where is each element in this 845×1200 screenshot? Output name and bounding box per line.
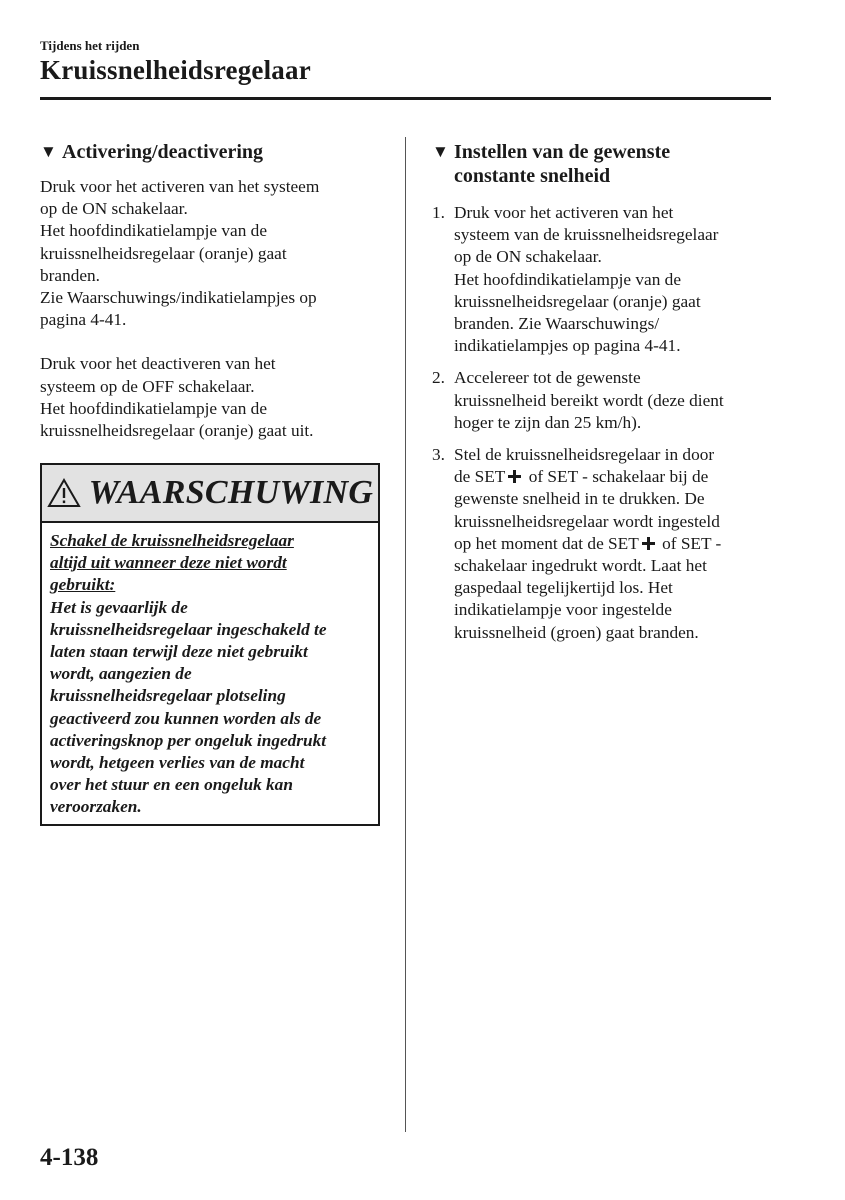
text-line: op de ON schakelaar.: [454, 247, 602, 267]
text-line: veroorzaken.: [50, 797, 142, 817]
text-line: Zie Waarschuwings/indikatielampjes op: [40, 288, 317, 308]
text-line: kruissnelheid (groen) gaat branden.: [454, 622, 699, 642]
text-line: schakelaar ingedrukt wordt. Laat het: [454, 556, 707, 576]
warning-box: [40, 463, 380, 826]
plus-icon: [642, 537, 655, 550]
step-number: 2.: [432, 368, 445, 388]
list-item: [432, 367, 777, 434]
text-line: wordt, aangezien de: [50, 664, 192, 684]
heading-text: [454, 140, 670, 188]
text-line: gewenste snelheid in te drukken. De: [454, 489, 705, 509]
text-line: kruissnelheidsregelaar wordt ingesteld: [454, 511, 720, 531]
text-line: branden. Zie Waarschuwings/: [454, 314, 660, 334]
list-item: [432, 202, 777, 357]
step-text: [454, 367, 724, 434]
text-line: de SET: [454, 467, 506, 487]
left-column: [40, 140, 385, 442]
text-line: geactiveerd zou kunnen worden als de: [50, 708, 322, 728]
paragraph-deactivate: [40, 353, 385, 442]
text-line: Druk voor het activeren van het: [454, 203, 674, 222]
text-line: Het hoofdindikatielampje van de: [40, 398, 267, 418]
text-line: Schakel de kruissnelheidsregelaar: [50, 531, 294, 550]
text-line: kruissnelheidsregelaar (oranje) gaat: [454, 291, 701, 311]
step-text: [454, 444, 721, 644]
text-line: laten staan terwijl deze niet gebruikt: [50, 642, 308, 662]
text-line: Druk voor het activeren van het systeem: [40, 177, 320, 196]
step-text: [454, 202, 718, 357]
text-line: over het stuur en een ongeluk kan: [50, 775, 293, 795]
triangle-down-icon: ▼: [40, 142, 57, 161]
text-line: of SET - schakelaar bij de: [528, 467, 709, 487]
warning-lead: [50, 531, 294, 594]
text-line: Het is gevaarlijk de: [50, 597, 188, 617]
warning-triangle-icon: [47, 478, 81, 508]
page-number: 4-138: [40, 1144, 99, 1171]
text-line: systeem op de OFF schakelaar.: [40, 376, 255, 396]
plus-icon: [508, 470, 521, 483]
text-line: Accelereer tot de gewenste: [454, 368, 641, 388]
text-line: kruissnelheid bereikt wordt (deze dient: [454, 390, 724, 410]
text-line: activeringsknop per ongeluk ingedrukt: [50, 730, 327, 750]
text-line: kruissnelheidsregelaar plotseling: [50, 686, 286, 706]
steps-list: [432, 202, 777, 644]
section-heading-activation: [40, 140, 385, 164]
text-line: indikatielampjes op pagina 4-41.: [454, 336, 681, 356]
step-number: 1.: [432, 203, 445, 222]
warning-body: [42, 523, 378, 819]
warning-header: [42, 465, 378, 523]
text-line: kruissnelheidsregelaar ingeschakeld te: [50, 619, 327, 639]
section-heading-set-speed: [432, 140, 777, 188]
text-line: systeem van de kruissnelheidsregelaar: [454, 225, 719, 245]
text-line: hoger te zijn dan 25 km/h).: [454, 412, 642, 432]
text-line: branden.: [40, 265, 100, 285]
text-line: op het moment dat de SET: [454, 533, 639, 553]
list-item: [432, 444, 777, 644]
paragraph-activate: [40, 176, 385, 331]
step-number: 3.: [432, 445, 445, 465]
text-line: Het hoofdindikatielampje van de: [40, 221, 267, 241]
text-line: gebruikt:: [50, 575, 116, 595]
text-line: altijd uit wanneer deze niet wordt: [50, 553, 287, 573]
text-line: Instellen van de gewenste: [454, 141, 671, 163]
text-line: kruissnelheidsregelaar (oranje) gaat uit.: [40, 421, 314, 441]
right-column: [432, 140, 777, 654]
text-line: of SET -: [662, 533, 722, 553]
text-line: Het hoofdindikatielampje van de: [454, 269, 681, 289]
text-line: constante snelheid: [454, 165, 611, 187]
text-line: indikatielampje voor ingestelde: [454, 600, 672, 620]
text-line: op de ON schakelaar.: [40, 199, 188, 219]
text-line: wordt, hetgeen verlies van de macht: [50, 753, 305, 773]
section-label: Tijdens het rijden: [40, 38, 140, 53]
text-line: Stel de kruissnelheidsregelaar in door: [454, 445, 715, 465]
text-line: gaspedaal tegelijkertijd los. Het: [454, 578, 673, 598]
chapter-title: Kruissnelheidsregelaar: [40, 55, 311, 85]
column-divider: [405, 137, 406, 1132]
header-rule: [40, 97, 771, 100]
text-line: pagina 4-41.: [40, 310, 127, 330]
text-line: kruissnelheidsregelaar (oranje) gaat: [40, 243, 287, 263]
text-line: Druk voor het deactiveren van het: [40, 354, 276, 374]
triangle-down-icon: ▼: [432, 142, 449, 161]
heading-text: Activering/deactivering: [62, 141, 264, 163]
warning-title: WAARSCHUWING: [88, 474, 374, 511]
